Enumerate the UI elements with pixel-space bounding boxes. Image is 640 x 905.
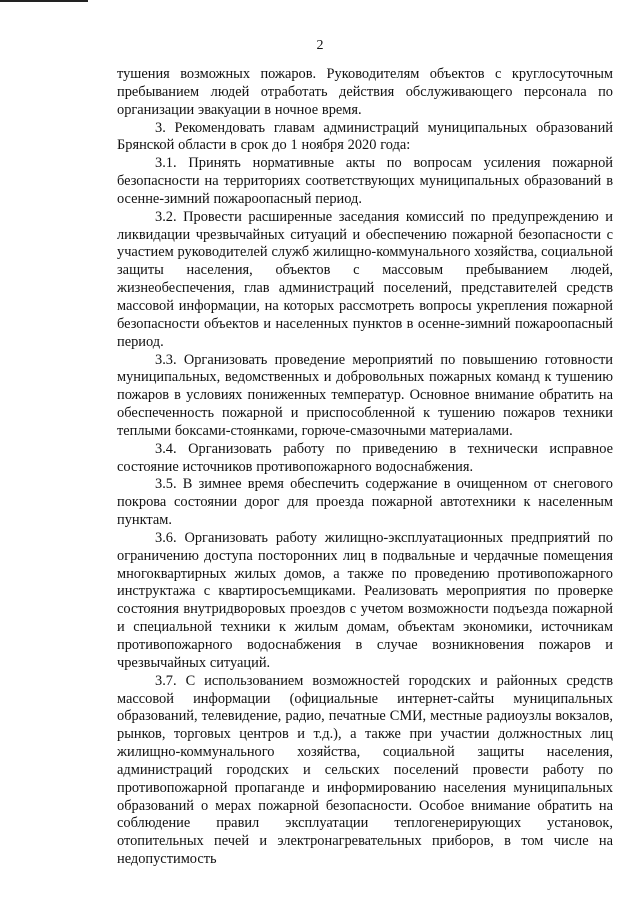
- paragraph-item-3-1: 3.1. Принять нормативные акты по вопросам усиления пожарной безопасности на территориях соответствующих муниципальных образований в осенне-зимний пожароопасный период.: [117, 155, 613, 207]
- top-rule-line: [0, 0, 88, 2]
- paragraph-item-3-6: 3.6. Организовать работу жилищно-эксплуатационных предприятий по ограничению доступа посторонних лиц в подвальные и чердачные помещения многоквартирных жилых домов, а также по проведению противопожарного инструктажа с квартиросъемщиками. Реализовать мероприятия по проверке состояния внутридворовых проездов с учетом возможности подъезда пожарной и специальной техники к жилым домам, объектам экономики, источникам противопожарного водоснабжения в случае возникновения пожаров и чрезвычайных ситуаций.: [117, 529, 613, 671]
- paragraph-item-3-2: 3.2. Провести расширенные заседания комиссий по предупреждению и ликвидации чрезвычайных ситуаций и обеспечению пожарной безопасности с участием руководителей служб жилищно-коммунального хозяйства, социальной защиты населения, объектов с массовым пребыванием людей, жизнеобеспечения, глав администраций поселений, представителей средств массовой информации, на которых рассмотреть вопросы укрепления пожарной безопасности объектов и населенных пунктов в осенне-зимний пожароопасный период.: [117, 208, 613, 350]
- paragraph-item-3-4: 3.4. Организовать работу по приведению в технически исправное состояние источников противопожарного водоснабжения.: [117, 440, 613, 475]
- paragraph-item-3-5: 3.5. В зимнее время обеспечить содержание в очищенном от снегового покрова состоянии дорог для проезда пожарной автотехники к населенным пунктам.: [117, 476, 613, 529]
- paragraph-item-3-7: 3.7. С использованием возможностей городских и районных средств массовой информации (официальные интернет-сайты муниципальных образований, телевидение, радио, печатные СМИ, местные радиоузлы вокзалов, рынков, торговых центров и т.д.), а также при участии должностных лиц жилищно-коммунального хозяйства, социальной защиты населения, администраций городских и сельских поселений провести работу по противопожарной пропаганде и информированию населения муниципальных образований о мерах пожарной безопасности. Особое внимание обратить на соблюдение правил эксплуатации теплогенерирующих установок, отопительных печей и электронагревательных приборов, в том числе на недопустимость: [117, 672, 613, 868]
- paragraph-continuation: тушения возможных пожаров. Руководителям объектов с круглосуточным пребыванием людей отработать действия обслуживающего персонала по организации эвакуации в ночное время.: [117, 66, 613, 118]
- page-number: 2: [316, 38, 324, 53]
- paragraph-item-3: 3. Рекомендовать главам администраций муниципальных образований Брянской области в срок до 1 ноября 2020 года:: [117, 119, 613, 154]
- paragraph-item-3-3: 3.3. Организовать проведение мероприятий по повышению готовности муниципальных, ведомственных и добровольных пожарных команд к тушению пожаров в условиях пониженных температур. Основное внимание обратить на обеспеченность пожарной и приспособленной к тушению пожаров техники теплыми боксами-стоянками, горюче-смазочными материалами.: [117, 351, 613, 439]
- document-body: [117, 66, 613, 869]
